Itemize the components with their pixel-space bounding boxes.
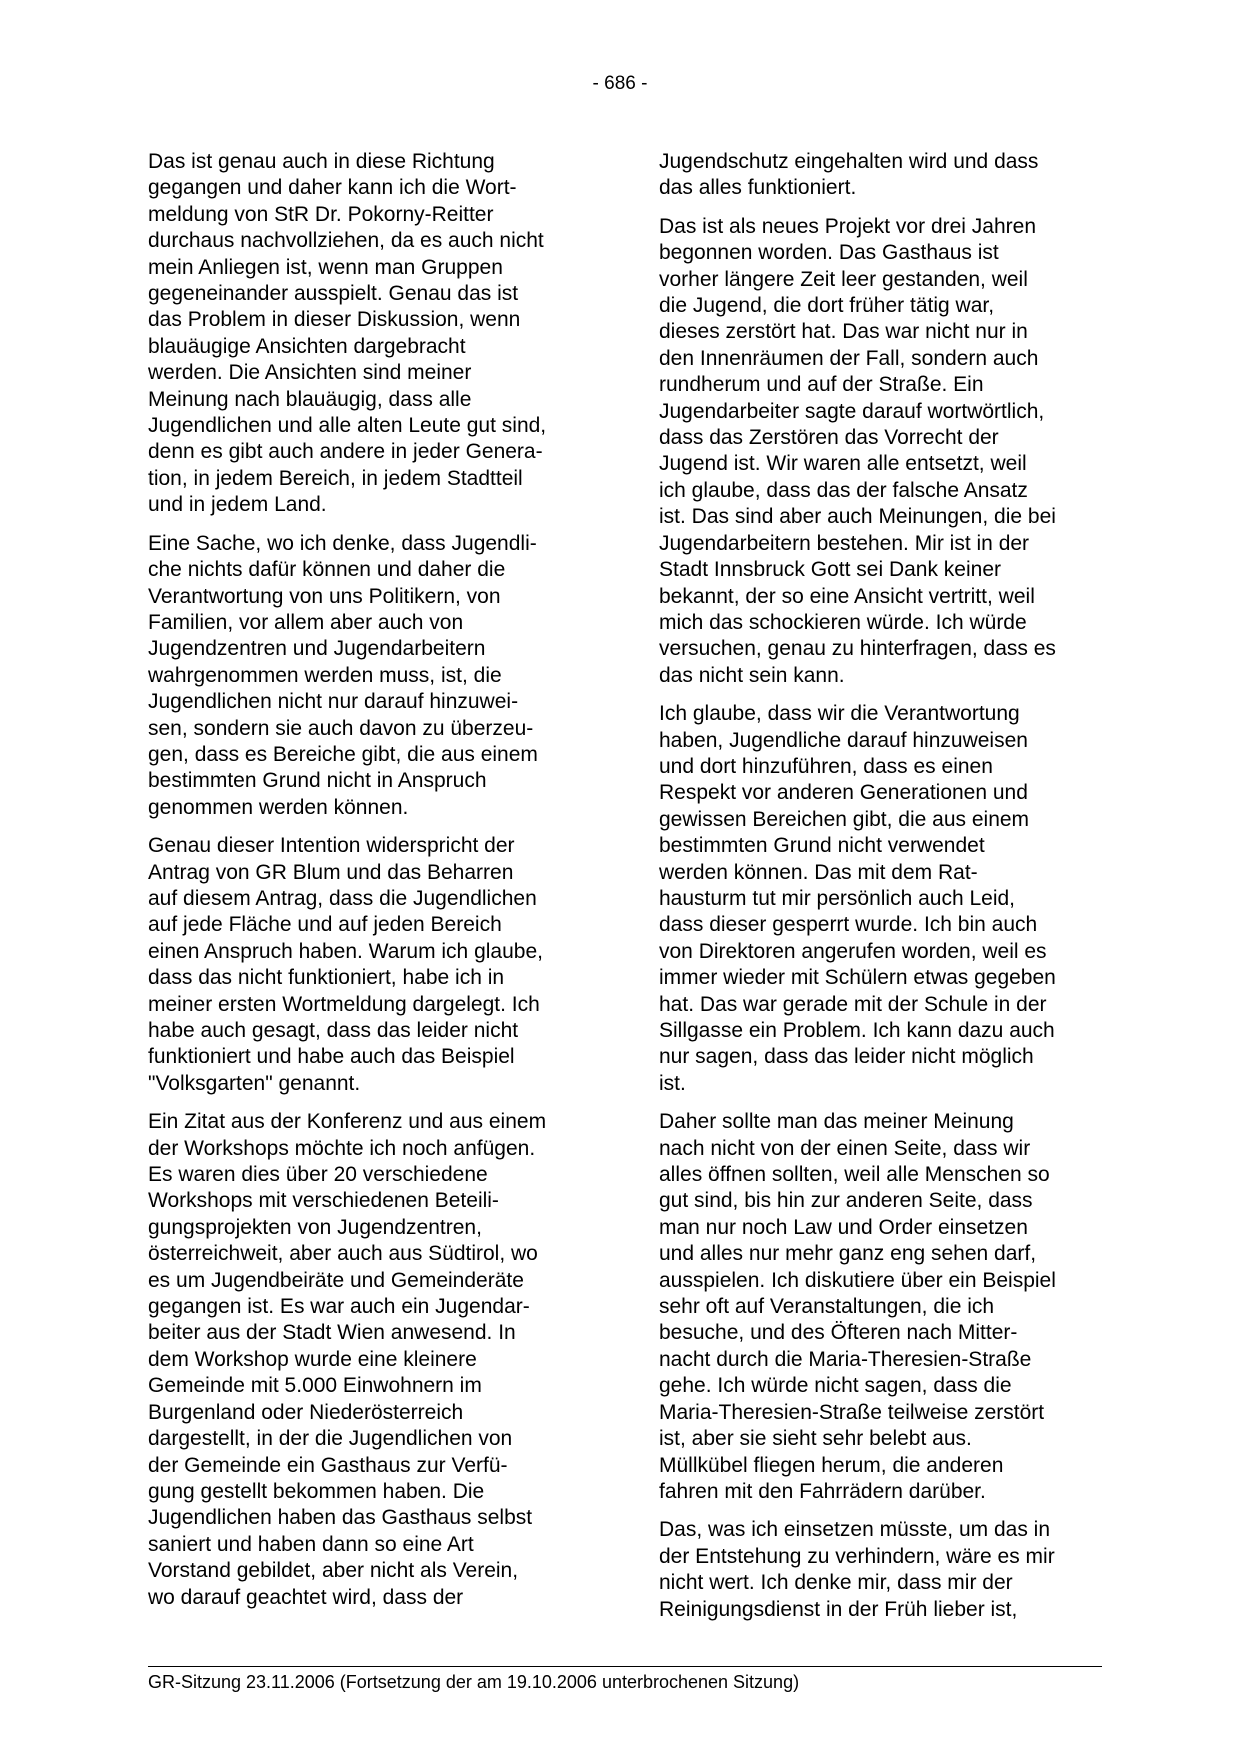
text-line: nacht durch die Maria-Theresien-Straße bbox=[659, 1347, 1032, 1371]
paragraph bbox=[148, 531, 618, 821]
text-line: die Jugend, die dort früher tätig war, bbox=[659, 294, 995, 318]
text-line: österreichweit, aber auch aus Südtirol, wo bbox=[148, 1242, 538, 1266]
text-line: sen, sondern sie auch davon zu überzeu- bbox=[148, 716, 534, 740]
text-line: che nichts dafür können und daher die bbox=[148, 558, 506, 582]
text-line: dass dieser gesperrt wurde. Ich bin auch bbox=[659, 913, 1038, 937]
text-line: Meinung nach blauäugig, dass alle bbox=[148, 387, 472, 411]
text-line: das alles funktioniert. bbox=[659, 176, 857, 200]
text-line: den Innenräumen der Fall, sondern auch bbox=[659, 346, 1039, 370]
paragraph bbox=[659, 149, 1129, 202]
text-line: funktioniert und habe auch das Beispiel bbox=[148, 1045, 515, 1069]
text-line: gegangen und daher kann ich die Wort- bbox=[148, 176, 517, 200]
text-line: durchaus nachvollziehen, da es auch nicht bbox=[148, 229, 544, 253]
left-column bbox=[148, 149, 618, 1623]
text-line: blauäugige Ansichten dargebracht bbox=[148, 334, 466, 358]
text-line: rundherum und auf der Straße. Ein bbox=[659, 373, 984, 397]
text-line: immer wieder mit Schülern etwas gegeben bbox=[659, 966, 1056, 990]
text-line: gewissen Bereichen gibt, die aus einem bbox=[659, 807, 1030, 831]
text-line: Müllkübel fliegen herum, die anderen bbox=[659, 1453, 1004, 1477]
text-line: Workshops mit verschiedenen Beteili- bbox=[148, 1189, 499, 1213]
text-line: Stadt Innsbruck Gott sei Dank keiner bbox=[659, 558, 1001, 582]
text-line: meiner ersten Wortmeldung dargelegt. Ich bbox=[148, 992, 540, 1016]
text-line: vorher längere Zeit leer gestanden, weil bbox=[659, 267, 1028, 291]
text-line: gegeneinander ausspielt. Genau das ist bbox=[148, 282, 519, 306]
text-line: haben, Jugendliche darauf hinzuweisen bbox=[659, 728, 1028, 752]
paragraph bbox=[148, 833, 618, 1097]
text-line: ausspielen. Ich diskutiere über ein Beispiel bbox=[659, 1268, 1056, 1292]
text-line: Eine Sache, wo ich denke, dass Jugendli- bbox=[148, 531, 537, 555]
text-line: gungsprojekten von Jugendzentren, bbox=[148, 1215, 482, 1239]
page-number: - 686 - bbox=[592, 73, 648, 94]
text-line: bestimmten Grund nicht in Anspruch bbox=[148, 769, 487, 793]
text-line: meldung von StR Dr. Pokorny-Reitter bbox=[148, 202, 494, 226]
text-line: von Direktoren angerufen worden, weil es bbox=[659, 939, 1047, 963]
text-line: dargestellt, in der die Jugendlichen von bbox=[148, 1427, 513, 1451]
text-line: werden können. Das mit dem Rat- bbox=[659, 860, 978, 884]
text-line: gehe. Ich würde nicht sagen, dass die bbox=[659, 1374, 1012, 1398]
text-line: dieses zerstört hat. Das war nicht nur in bbox=[659, 320, 1028, 344]
text-line: Das, was ich einsetzen müsste, um das in bbox=[659, 1518, 1051, 1542]
text-line: man nur noch Law und Order einsetzen bbox=[659, 1215, 1028, 1239]
text-line: Genau dieser Intention widerspricht der bbox=[148, 834, 515, 858]
text-line: das nicht sein kann. bbox=[659, 663, 845, 687]
text-line: gen, dass es Bereiche gibt, die aus einem bbox=[148, 742, 538, 766]
text-line: Familien, vor allem aber auch von bbox=[148, 610, 464, 634]
text-line: dass das Zerstören das Vorrecht der bbox=[659, 426, 999, 450]
text-line: und dort hinzuführen, dass es einen bbox=[659, 754, 993, 778]
text-line: fahren mit den Fahrrädern darüber. bbox=[659, 1479, 986, 1503]
text-line: gung gestellt bekommen haben. Die bbox=[148, 1479, 485, 1503]
text-line: beiter aus der Stadt Wien anwesend. In bbox=[148, 1321, 516, 1345]
text-line: Ich glaube, dass wir die Verantwortung bbox=[659, 702, 1020, 726]
footer-divider bbox=[148, 1666, 1102, 1667]
text-line: Gemeinde mit 5.000 Einwohnern im bbox=[148, 1374, 482, 1398]
text-line: genommen werden können. bbox=[148, 795, 409, 819]
text-line: ist, aber sie sieht sehr belebt aus. bbox=[659, 1427, 972, 1451]
text-line: der Entstehung zu verhindern, wäre es mir bbox=[659, 1544, 1055, 1568]
footer-text: GR-Sitzung 23.11.2006 (Fortsetzung der am 19.10.2006 unterbrochenen Sitzung) bbox=[148, 1672, 800, 1692]
text-line: Daher sollte man das meiner Meinung bbox=[659, 1110, 1014, 1134]
text-line: Es waren dies über 20 verschiedene bbox=[148, 1163, 488, 1187]
text-line: Jugendlichen nicht nur darauf hinzuwei- bbox=[148, 690, 519, 714]
paragraph bbox=[659, 214, 1129, 689]
text-line: Jugendlichen und alle alten Leute gut sind, bbox=[148, 414, 547, 438]
text-line: Maria-Theresien-Straße teilweise zerstört bbox=[659, 1400, 1045, 1424]
text-line: mein Anliegen ist, wenn man Gruppen bbox=[148, 255, 503, 279]
paragraph bbox=[148, 149, 618, 519]
text-line: der Workshops möchte ich noch anfügen. bbox=[148, 1136, 536, 1160]
text-line: Verantwortung von uns Politikern, von bbox=[148, 584, 501, 608]
text-line: Vorstand gebildet, aber nicht als Verein, bbox=[148, 1559, 519, 1583]
text-line: hat. Das war gerade mit der Schule in der bbox=[659, 992, 1047, 1016]
text-line: wahrgenommen werden muss, ist, die bbox=[148, 663, 502, 687]
text-line: Jugendarbeitern bestehen. Mir ist in der bbox=[659, 531, 1030, 555]
text-line: gut sind, bis hin zur anderen Seite, dass bbox=[659, 1189, 1033, 1213]
text-line: und in jedem Land. bbox=[148, 493, 327, 517]
text-line: Jugendzentren und Jugendarbeitern bbox=[148, 637, 486, 661]
text-line: Burgenland oder Niederösterreich bbox=[148, 1400, 464, 1424]
text-line: gegangen ist. Es war auch ein Jugendar- bbox=[148, 1295, 530, 1319]
text-line: es um Jugendbeiräte und Gemeinderäte bbox=[148, 1268, 524, 1292]
text-line: Jugendlichen haben das Gasthaus selbst bbox=[148, 1506, 533, 1530]
text-line: besuche, und des Öfteren nach Mitter- bbox=[659, 1321, 1018, 1345]
text-line: bekannt, der so eine Ansicht vertritt, weil bbox=[659, 584, 1035, 608]
text-line: sehr oft auf Veranstaltungen, die ich bbox=[659, 1295, 995, 1319]
text-line: ist. Das sind aber auch Meinungen, die bei bbox=[659, 505, 1056, 529]
right-column bbox=[659, 149, 1129, 1635]
text-line: denn es gibt auch andere in jeder Genera- bbox=[148, 440, 543, 464]
paragraph bbox=[659, 701, 1129, 1097]
text-line: Das ist genau auch in diese Richtung bbox=[148, 150, 495, 173]
text-line: auf diesem Antrag, dass die Jugendlichen bbox=[148, 886, 537, 910]
text-line: Das ist als neues Projekt vor drei Jahren bbox=[659, 214, 1037, 238]
text-line: "Volksgarten" genannt. bbox=[148, 1071, 361, 1095]
text-line: Ein Zitat aus der Konferenz und aus einem bbox=[148, 1110, 547, 1134]
text-line: wo darauf geachtet wird, dass der bbox=[148, 1585, 464, 1609]
text-line: ich glaube, dass das der falsche Ansatz bbox=[659, 478, 1028, 502]
text-line: der Gemeinde ein Gasthaus zur Verfü- bbox=[148, 1453, 508, 1477]
text-line: saniert und haben dann so eine Art bbox=[148, 1532, 474, 1556]
text-line: mich das schockieren würde. Ich würde bbox=[659, 610, 1027, 634]
text-line: habe auch gesagt, dass das leider nicht bbox=[148, 1019, 519, 1042]
text-line: versuchen, genau zu hinterfragen, dass es bbox=[659, 637, 1056, 661]
text-line: nur sagen, dass das leider nicht möglich bbox=[659, 1045, 1034, 1069]
text-line: ist. bbox=[659, 1071, 686, 1095]
text-line: alles öffnen sollten, weil alle Menschen so bbox=[659, 1163, 1050, 1187]
text-line: begonnen worden. Das Gasthaus ist bbox=[659, 241, 999, 265]
text-line: tion, in jedem Bereich, in jedem Stadtteil bbox=[148, 466, 523, 490]
text-line: dem Workshop wurde eine kleinere bbox=[148, 1347, 477, 1371]
text-line: Jugendarbeiter sagte darauf wortwörtlich, bbox=[659, 399, 1045, 423]
paragraph bbox=[659, 1109, 1129, 1505]
text-line: nach nicht von der einen Seite, dass wir bbox=[659, 1136, 1031, 1160]
text-line: und alles nur mehr ganz eng sehen darf, bbox=[659, 1242, 1037, 1266]
paragraph bbox=[148, 1109, 618, 1611]
text-line: dass das nicht funktioniert, habe ich in bbox=[148, 966, 505, 990]
text-line: auf jede Fläche und auf jeden Bereich bbox=[148, 913, 502, 937]
paragraph bbox=[659, 1517, 1129, 1623]
text-line: einen Anspruch haben. Warum ich glaube, bbox=[148, 939, 543, 963]
text-line: werden. Die Ansichten sind meiner bbox=[148, 361, 472, 385]
text-line: das Problem in dieser Diskussion, wenn bbox=[148, 308, 521, 332]
text-line: Reinigungsdienst in der Früh lieber ist, bbox=[659, 1597, 1018, 1621]
text-line: Jugend ist. Wir waren alle entsetzt, weil bbox=[659, 452, 1027, 476]
text-line: Sillgasse ein Problem. Ich kann dazu auch bbox=[659, 1019, 1055, 1042]
text-line: nicht wert. Ich denke mir, dass mir der bbox=[659, 1571, 1013, 1595]
text-line: hausturm tut mir persönlich auch Leid, bbox=[659, 886, 1016, 910]
text-line: Jugendschutz eingehalten wird und dass bbox=[659, 150, 1039, 173]
text-line: Antrag von GR Blum und das Beharren bbox=[148, 860, 514, 884]
text-line: bestimmten Grund nicht verwendet bbox=[659, 834, 985, 858]
text-line: Respekt vor anderen Generationen und bbox=[659, 781, 1028, 805]
